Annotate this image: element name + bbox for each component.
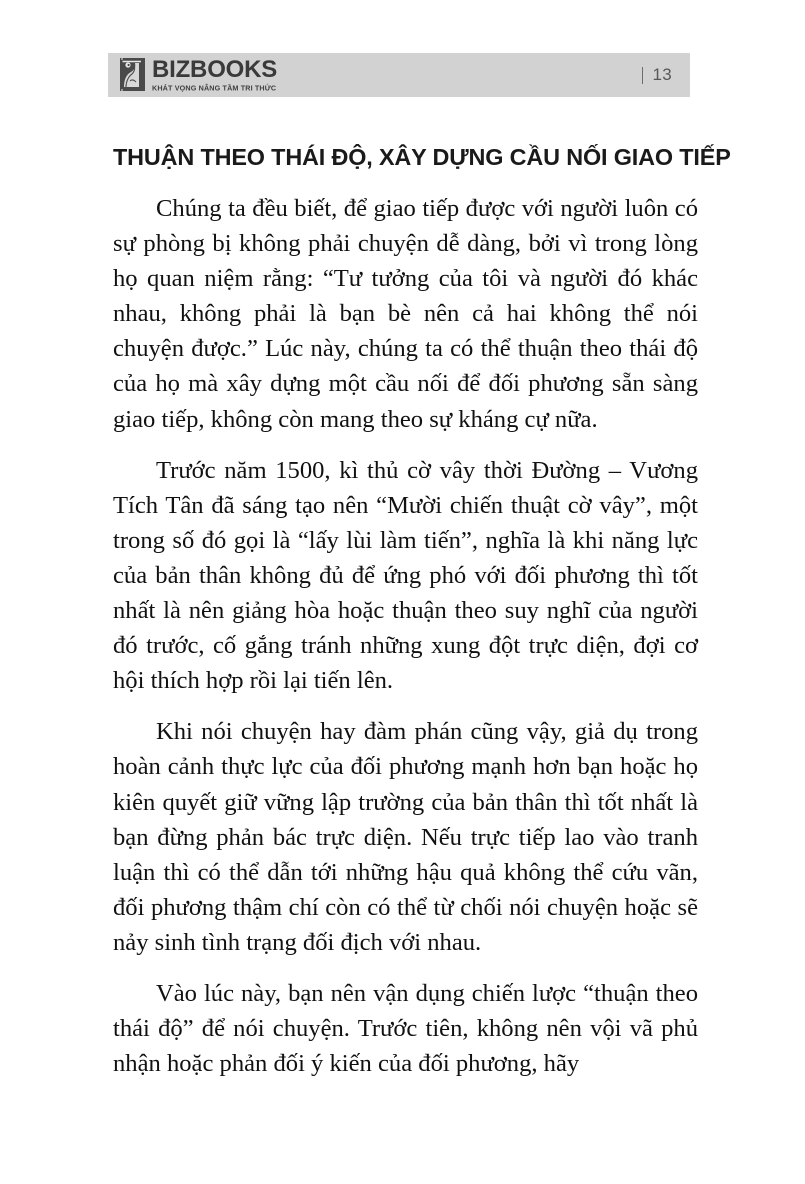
body-text-column xyxy=(113,191,698,1081)
paragraph: Vào lúc này, bạn nên vận dụng chiến lược “thuận theo thái độ” để nói chuyện. Trước tiên, không nên vội vã phủ nhận hoặc phản đối ý kiến của đối phương, hãy xyxy=(113,979,698,1078)
paragraph: Chúng ta đều biết, để giao tiếp được với người luôn có sự phòng bị không phải chuyện dễ dàng, bởi vì trong lòng họ quan niệm rằng: “Tư tưởng của tôi và người đó khác nhau, không phải là bạn bè nên cả hai không thể nói chuyện được.” Lúc này, chúng ta có thể thuận theo thái độ của họ mà xây dựng một cầu nối để đối phương sẵn sàng giao tiếp, không còn mang theo sự kháng cự nữa. xyxy=(113,195,698,433)
paragraph: Khi nói chuyện hay đàm phán cũng vậy, giả dụ trong hoàn cảnh thực lực của đối phương mạnh hơn bạn hoặc họ kiên quyết giữ vững lập trường của bản thân thì tốt nhất là bạn đừng phản bác trực diện. Nếu trực tiếp lao vào tranh luận thì có thể dẫn tới những hậu quả không thể cứu vãn, đối phương thậm chí còn có thể từ chối nói chuyện hoặc sẽ nảy sinh tình trạng đối địch với nhau. xyxy=(113,718,698,956)
publisher-brand xyxy=(116,58,277,91)
brand-tagline: KHÁT VỌNG NÂNG TẦM TRI THỨC xyxy=(152,83,277,93)
logo-spine-gap xyxy=(116,58,120,91)
page-number: 13 xyxy=(652,65,672,84)
book-emblem-icon xyxy=(116,58,145,91)
chapter-title: THUẬN THEO THÁI ĐỘ, XÂY DỰNG CẦU NỐI GIAO TIẾP xyxy=(113,143,731,170)
logo-figure-icon xyxy=(121,60,143,89)
page-header-bar xyxy=(108,53,690,97)
brand-name: BIZBOOKS xyxy=(152,56,278,84)
page-number-group xyxy=(642,65,672,85)
brand-text-block xyxy=(152,58,277,91)
page-number-divider xyxy=(642,67,644,84)
paragraph: Trước năm 1500, kì thủ cờ vây thời Đường – Vương Tích Tân đã sáng tạo nên “Mười chiến thuật cờ vây”, một trong số đó gọi là “lấy lùi làm tiến”, nghĩa là khi năng lực của bản thân không đủ để ứng phó với đối phương thì tốt nhất là nên giảng hòa hoặc thuận theo suy nghĩ của người đó trước, cố gắng tránh những xung đột trực diện, đợi cơ hội thích hợp rồi lại tiến lên. xyxy=(113,456,698,695)
